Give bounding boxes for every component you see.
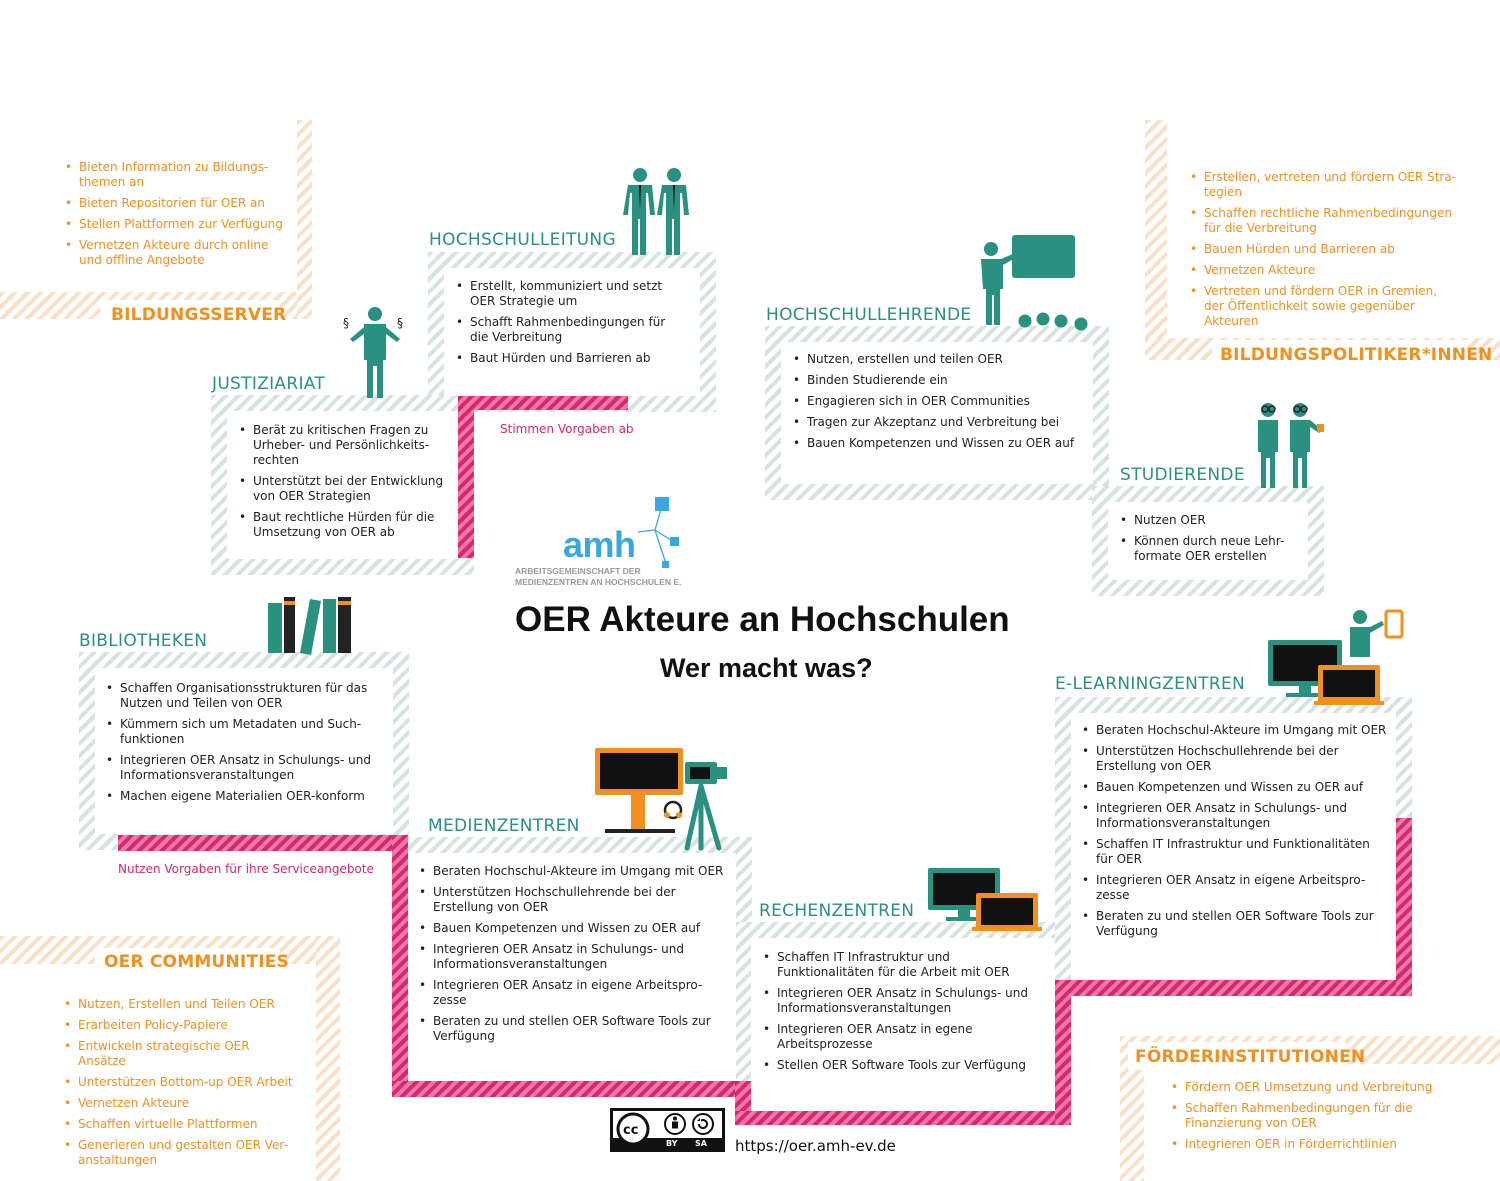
list-item: • Stellen OER Software Tools zur Verfügung [763, 1058, 1048, 1073]
list-item: • Beraten Hochschul-Akteure im Umgang mit OER [419, 864, 724, 879]
justiziariat-list [239, 423, 449, 546]
justiziariat-heading: JUSTIZIARIAT [212, 374, 326, 394]
license-by-text: BY [666, 1139, 678, 1148]
legal-person-icon [340, 305, 410, 400]
computers-icon [928, 868, 1043, 933]
bildungspolitiker-heading: BILDUNGSPOLITIKER*INNEN [1220, 345, 1493, 365]
by-person-icon [663, 1112, 687, 1136]
list-item: • Integrieren OER Ansatz in egene Arbeitsprozesse [763, 1022, 1048, 1052]
license-sa-text: SA [695, 1139, 707, 1148]
list-item: • Unterstützen Hochschullehrende bei der Erstellung von OER [419, 885, 724, 915]
list-item: • Beraten zu und stellen OER Software Tools zur Verfügung [1082, 909, 1387, 939]
list-item: • Schaffen IT Infrastruktur und Funktionalitäten für die Arbeit mit OER [763, 950, 1048, 980]
connector-line [392, 1081, 752, 1097]
connector-line [1055, 980, 1071, 1125]
rechenzentren-list [763, 950, 1048, 1079]
connector-line [392, 835, 408, 1097]
list-item: • Schaffen Rahmenbedingungen für die Finanzierung von OER [1171, 1101, 1441, 1131]
list-item: • Integrieren OER Ansatz in eigene Arbeitspro-zesse [1082, 873, 1387, 903]
studierende-list [1120, 513, 1300, 570]
list-item: • Vernetzen Akteure [1190, 263, 1460, 278]
list-item: • Bieten Information zu Bildungs-themen an [65, 160, 290, 190]
list-item: • Vernetzen Akteure [64, 1096, 299, 1111]
list-item: • Entwickeln strategische OER Ansätze [64, 1039, 299, 1069]
studierende-heading: STUDIERENDE [1120, 465, 1245, 485]
elearning-list [1082, 723, 1387, 945]
list-item: • Schaffen Organisationsstrukturen für das Nutzen und Teilen von OER [106, 681, 386, 711]
bildungspolitiker-frame [1145, 120, 1167, 360]
list-item: • Nutzen, Erstellen und Teilen OER [64, 997, 299, 1012]
list-item: • Integrieren OER Ansatz in Schulungs- und Informationsveranstaltungen [419, 942, 724, 972]
connector-line [1396, 818, 1412, 996]
list-item: • Tragen zur Akzeptanz und Verbreitung bei [793, 415, 1088, 430]
list-item: • Integrieren OER Ansatz in Schulungs- und Informationsveranstaltungen [763, 986, 1048, 1016]
list-item: • Baut rechtliche Hürden für die Umsetzung von OER ab [239, 510, 449, 540]
list-item: • Integrieren OER Ansatz in Schulungs- und Informationsveranstaltungen [1082, 801, 1387, 831]
list-item: • Nutzen, erstellen und teilen OER [793, 352, 1088, 367]
list-item: • Erstellt, kommuniziert und setzt OER Strategie um [456, 279, 686, 309]
amh-logo-network-icon [630, 492, 690, 572]
list-item: • Beraten zu und stellen OER Software Tools zur Verfügung [419, 1014, 724, 1044]
list-item: • Unterstützen Hochschullehrende bei der Erstellung von OER [1082, 744, 1387, 774]
books-icon [268, 595, 353, 655]
media-camera-icon [595, 748, 735, 853]
list-item: • Schaffen virtuelle Plattformen [64, 1117, 299, 1132]
elearning-computers-icon [1268, 608, 1408, 708]
list-item: • Vernetzen Akteure durch online und offline Angebote [65, 238, 290, 268]
list-item: • Unterstützen Bottom-up OER Arbeit [64, 1075, 299, 1090]
bildungspolitiker-list [1190, 170, 1460, 335]
cc-icon [615, 1111, 651, 1147]
page-title: OER Akteure an Hochschulen [515, 600, 1010, 639]
bildungsserver-frame [297, 120, 312, 319]
amh-logo-text: amh [563, 524, 636, 565]
amh-tagline-2: MEDIENZENTREN AN HOCHSCHULEN E. [515, 577, 682, 587]
list-item: • Schafft Rahmenbedingungen für die Verbreitung [456, 315, 686, 345]
list-item: • Baut Hürden und Barrieren ab [456, 351, 686, 366]
page-subtitle: Wer macht was? [660, 653, 873, 683]
svg-text:§: § [397, 316, 403, 330]
list-item: • Nutzen OER [1120, 513, 1300, 528]
footer-url[interactable]: https://oer.amh-ev.de [735, 1137, 896, 1155]
list-item: • Bauen Kompetenzen und Wissen zu OER auf [419, 921, 724, 936]
list-item: • Bieten Repositorien für OER an [65, 196, 290, 211]
list-item: • Schaffen IT Infrastruktur und Funktionalitäten für OER [1082, 837, 1387, 867]
svg-text:§: § [343, 316, 349, 330]
oercommunities-heading: OER COMMUNITIES [104, 952, 289, 972]
connector-line [118, 835, 408, 851]
hochschullehrende-list [793, 352, 1088, 457]
list-item: • Erstellen, vertreten und fördern OER Stra-tegien [1190, 170, 1460, 200]
medienzentren-list [419, 864, 724, 1050]
sa-share-icon [691, 1112, 715, 1136]
students-icon [1250, 400, 1330, 490]
list-item: • Engagieren sich in OER Communities [793, 394, 1088, 409]
connector-line [735, 1111, 1071, 1125]
cc-license-badge[interactable] [610, 1108, 725, 1152]
bibliotheken-list [106, 681, 386, 810]
hochschullehrende-heading: HOCHSCHULLEHRENDE [766, 305, 972, 325]
foerder-list [1171, 1080, 1441, 1158]
oercommunities-frame [316, 936, 340, 1181]
leadership-persons-icon [622, 165, 694, 257]
list-item: • Integrieren OER Ansatz in eigene Arbeitspro-zesse [419, 978, 724, 1008]
list-item: • Schaffen rechtliche Rahmenbedingungen für die Verbreitung [1190, 206, 1460, 236]
list-item: • Fördern OER Umsetzung und Verbreitung [1171, 1080, 1441, 1095]
oercommunities-list [64, 997, 299, 1174]
medienzentren-heading: MEDIENZENTREN [428, 816, 580, 836]
list-item: • Stellen Plattformen zur Verfügung [65, 217, 290, 232]
amh-tagline-1: ARBEITSGEMEINSCHAFT DER [515, 566, 641, 576]
list-item: • Bauen Kompetenzen und Wissen zu OER auf [1082, 780, 1387, 795]
bibliotheken-heading: BIBLIOTHEKEN [79, 631, 208, 651]
list-item: • Können durch neue Lehr-formate OER erstellen [1120, 534, 1300, 564]
list-item: • Kümmern sich um Metadaten und Such-funktionen [106, 717, 386, 747]
list-item: • Beraten Hochschul-Akteure im Umgang mit OER [1082, 723, 1387, 738]
connector-line [1055, 980, 1412, 996]
list-item: • Bauen Hürden und Barrieren ab [1190, 242, 1460, 257]
bildungsserver-list [65, 160, 290, 274]
hochschulleitung-heading: HOCHSCHULLEITUNG [429, 230, 616, 250]
cc-text: cc [623, 1123, 639, 1138]
relation-label-nutzen: Nutzen Vorgaben für ihre Serviceangebote [118, 862, 374, 876]
list-item: • Vertreten und fördern OER in Gremien, der Öffentlichkeit sowie gegenüber Akteuren [1190, 284, 1460, 329]
list-item: • Berät zu kritischen Fragen zu Urheber- und Persönlichkeits-rechten [239, 423, 449, 468]
bildungsserver-heading: BILDUNGSSERVER [111, 305, 287, 325]
rechenzentren-heading: RECHENZENTREN [759, 901, 915, 921]
list-item: • Erarbeiten Policy-Papiere [64, 1018, 299, 1033]
connector-line [458, 396, 474, 558]
connector-line [458, 396, 628, 410]
hochschulleitung-list [456, 279, 686, 372]
list-item: • Unterstützt bei der Entwicklung von OER Strategien [239, 474, 449, 504]
teacher-board-icon [975, 235, 1100, 335]
elearning-heading: E-LEARNINGZENTREN [1055, 674, 1246, 694]
list-item: • Binden Studierende ein [793, 373, 1088, 388]
list-item: • Generieren und gestalten OER Ver-anstaltungen [64, 1138, 299, 1168]
list-item: • Machen eigene Materialien OER-konform [106, 789, 386, 804]
list-item: • Integrieren OER in Förderrichtlinien [1171, 1137, 1441, 1152]
list-item: • Integrieren OER Ansatz in Schulungs- und Informationsveranstaltungen [106, 753, 386, 783]
relation-label-stimmen: Stimmen Vorgaben ab [500, 422, 634, 436]
foerder-heading: FÖRDERINSTITUTIONEN [1135, 1047, 1366, 1067]
list-item: • Bauen Kompetenzen und Wissen zu OER auf [793, 436, 1088, 451]
